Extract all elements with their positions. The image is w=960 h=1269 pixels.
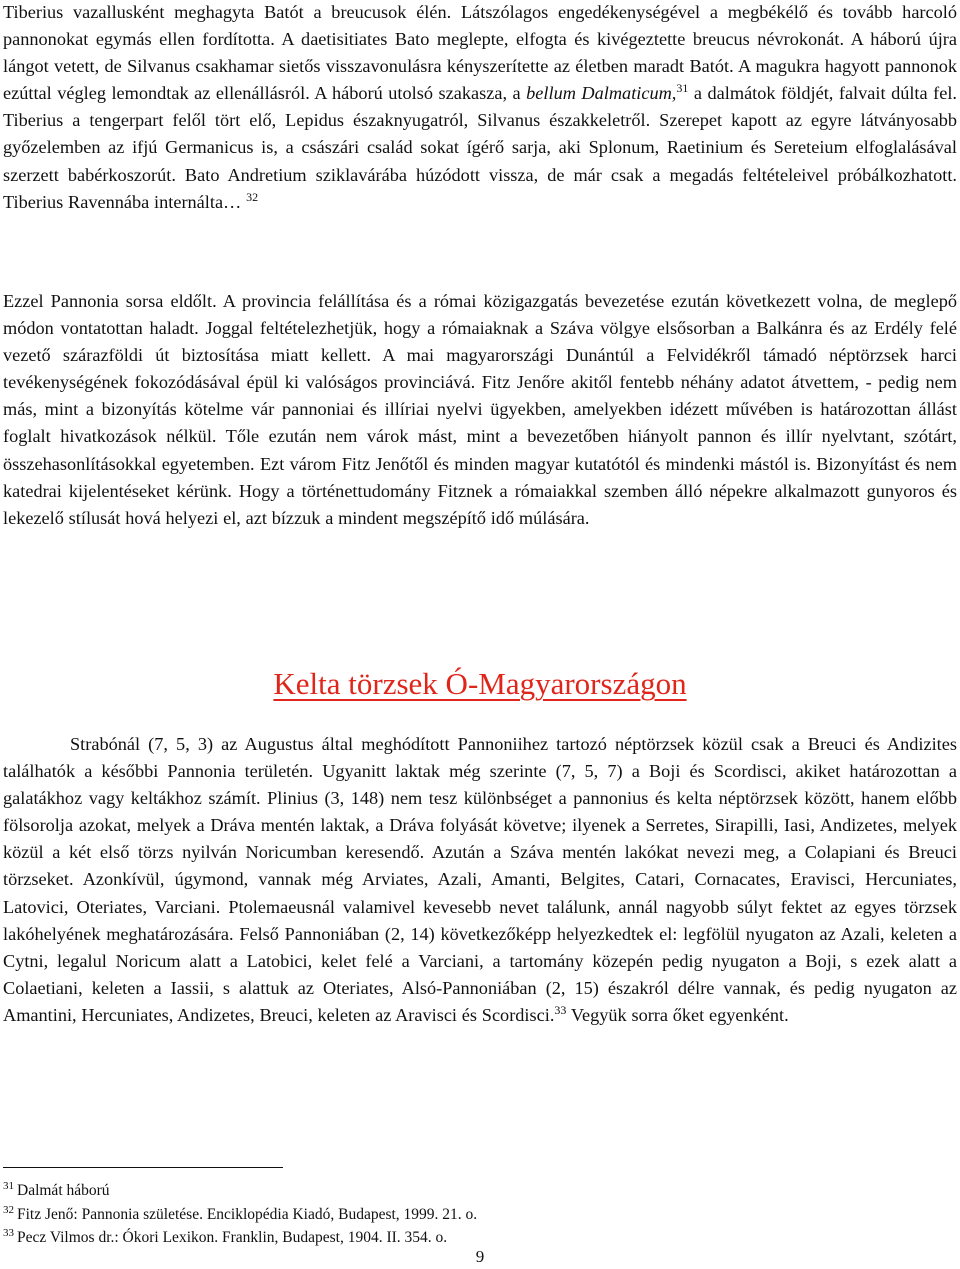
page-number: 9 [475,1247,485,1266]
paragraph-3-tail: Vegyük sorra őket egyenként. [566,1004,789,1025]
section-heading: Kelta törzsek Ó-Magyarországon [273,666,687,701]
footnote-text: Dalmát háború [17,1182,110,1199]
paragraph-3 [3,731,957,1029]
italic-term: bellum Dalmaticum, [526,83,677,104]
footnote-ref-31[interactable]: 31 [676,81,689,96]
footnote-divider [3,1167,283,1168]
footnote-32 [3,1205,477,1225]
footnote-31 [3,1181,110,1201]
paragraph-2: Ezzel Pannonia sorsa eldőlt. A provincia felállítása és a római közigazgatás bevezetése ezután következett volna, de meglepő módon vontatottan haladt. Joggal feltételezhetjük, hogy a rómaiaknak a Száva völgye elsősorban a Balkánra és az Erdély felé vezető szárazföldi út biztosítása miatt kellett. A mai magyarországi Dunántúl a Felvidékről támadó néptörzsek harci tevékenységének fokozódásával épül ki valóságos provinciává. Fitz Jenőre akitől fentebb néhány adatot átvettem, - pedig nem más, mint a bizonyítás kötelme vár pannoniai és illíriai nyelvi ügyekben, amelyekben idézett művében is határozottan állást foglalt hivatkozások nélkül. Tőle ezután nem várok mást, mint a bevezetőben hiányolt pannon és illír nyelvtant, szótárt, összehasonlításokkal egyetemben. Ezt várom Fitz Jenőtől és minden magyar kutatótól és mindenki mástól is. Bizonyítást és nem katedrai kijelentéseket kérünk. Hogy a történettudomány Fitznek a rómaiakkal szemben álló népekre alkalmazott gunyoros és lekezelő stílusát hová helyezi el, azt bízzuk a mindent megszépítő idő múlására. [3,291,957,528]
footnote-number: 32 [3,1203,14,1216]
footnote-33 [3,1228,447,1248]
footnote-ref-33[interactable]: 33 [554,1002,567,1017]
footnote-text: Pecz Vilmos dr.: Ókori Lexikon. Franklin, Budapest, 1904. II. 354. o. [17,1229,448,1246]
footnote-ref-32[interactable]: 32 [246,189,259,204]
footnote-text: Fitz Jenő: Pannonia születése. Enciklopédia Kiadó, Budapest, 1999. 21. o. [17,1206,478,1223]
footnote-number: 33 [3,1226,14,1239]
paragraph-1 [3,0,957,216]
paragraph-1-text-a: Tiberius vazallusként meghagyta Batót a breucusok élén. Látszólagos engedékenységével a megbékélő és tovább harcoló pannonokat egymás ellen fordította. A daetisitiates Bato meglepte, elfogta és kivégeztette breucus névrokonát. A háború újra lángot vetett, de Silvanus csakhamar sietős visszavonulásra kényszerítette az életben maradt Batót. A magukra hagyott pannonok ezúttal végleg lemondtak az ellenállásról. A háború utolsó szakasza, a [3,2,957,104]
footnote-number: 31 [3,1179,14,1192]
paragraph-3-text: Strabónál (7, 5, 3) az Augustus által meghódított Pannoniihez tartozó néptörzsek közül csak a Breuci és Andizites találhatók a későbbi Pannonia területén. Ugyanitt laktak még szerinte (7, 5, 7) a Boji és Scordisci, akiket határozottan a galatákhoz vagy keltákhoz számít. Plinius (3, 148) nem tesz különbséget a pannonius és kelta néptörzsek között, hanem előbb fölsorolja azokat, melyek a Dráva mentén laktak, a Dráva folyását követve; ilyenek a Serretes, Sirapilli, Iasi, Andizetes, melyek közül a két első törzs nyilván Noricumban keresendő. Azután a Száva mentén lakókat nevezi meg, a Colapiani és Breuci törzseket. Azonkívül, úgymond, vannak még Arviates, Azali, Amanti, Belgites, Catari, Cornacates, Eravisci, Hercuniates, Latovici, Oteriates, Varciani. Ptolemaeusnál valamivel kevesebb nevet találunk, annál nagyobb súlyt fektet az egyes törzsek lakóhelyének meghatározására. Felső Pannoniában (2, 14) következőképp helyezkedtek el: legfölül nyugaton az Azali, keleten a Cytni, legalul Noricum alatt a Latobici, kelet felé a Varciani, a tartomány közepén pedig nyugaton a Boji, s ezek alatt a Colaetiani, keleten a Iassii, s alattuk az Oteriates, Alsó-Pannoniában (2, 15) északról délre vannak, és pedig nyugaton az Amantini, Hercuniates, Andizetes, Breuci, keleten az Aravisci és Scordisci. [3,734,957,1025]
paragraph-1-text-b: a dalmátok földjét, falvait dúlta fel. Tiberius a tengerpart felől tört elő, Lepidus északnyugatról, Silvanus északkeletről. Szerepet kapott az egyre látványosabb győzelemben az ifjú Germanicus is, a császári család sokat ígérő sarja, aki Splonum, Raetinium és Sereteium elfoglalásával szerzett babérkoszorút. Bato Andretium sziklavárába húzódott vissza, de már csak a megadás feltételeivel próbálkozhatott. Tiberius Ravennába internálta… [3,83,957,212]
